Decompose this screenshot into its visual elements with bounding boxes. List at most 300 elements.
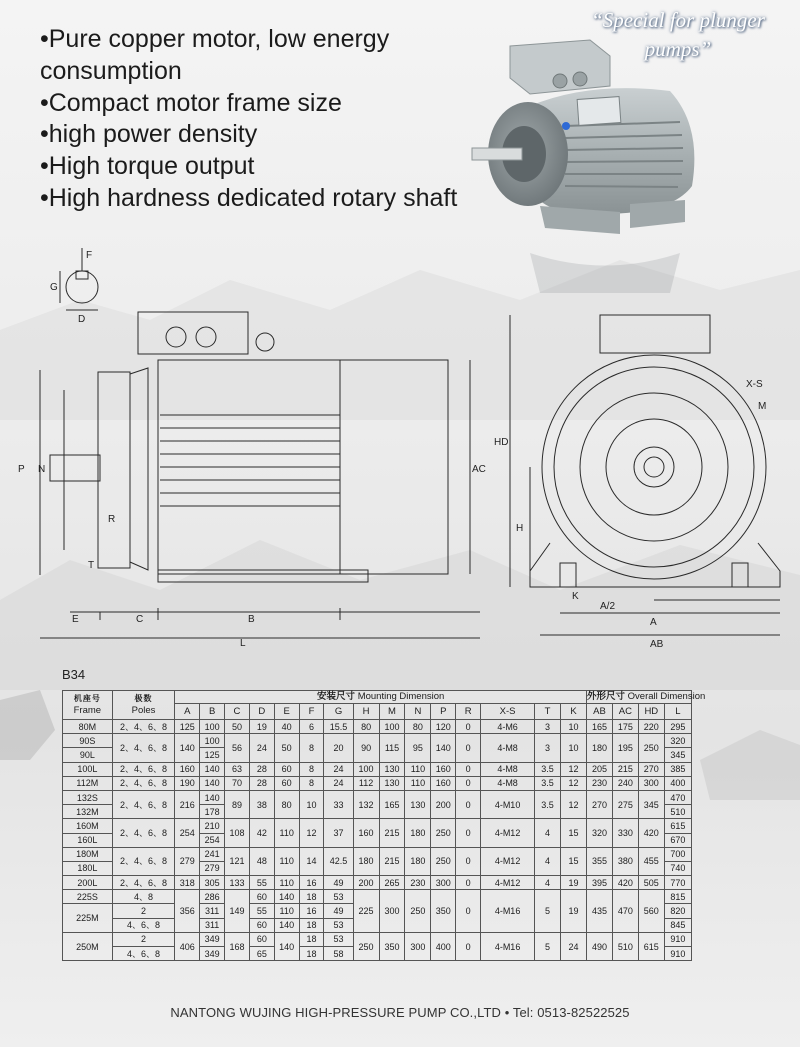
table-cell: 6 bbox=[299, 720, 324, 734]
table-cell: 12 bbox=[299, 819, 324, 847]
table-cell: 38 bbox=[249, 790, 274, 818]
table-cell: 168 bbox=[225, 932, 250, 960]
table-cell: 200 bbox=[353, 876, 379, 890]
table-cell: 320 bbox=[664, 734, 691, 748]
table-cell: 19 bbox=[561, 890, 587, 933]
table-cell: 355 bbox=[587, 847, 613, 875]
table-cell: 380 bbox=[612, 847, 638, 875]
table-cell: 3.5 bbox=[535, 762, 561, 776]
table-cell: 49 bbox=[324, 904, 353, 918]
overall-header bbox=[587, 691, 706, 704]
table-cell: 300 bbox=[379, 890, 405, 933]
table-cell: 18 bbox=[299, 932, 324, 946]
column-header: K bbox=[561, 704, 587, 720]
table-cell: 279 bbox=[175, 847, 200, 875]
table-cell: 4、6、8 bbox=[112, 918, 175, 932]
poles-header bbox=[112, 691, 175, 720]
column-header: R bbox=[456, 704, 481, 720]
table-label: B34 bbox=[62, 667, 86, 682]
table-cell: 4-M16 bbox=[481, 932, 535, 960]
table-cell: 8 bbox=[299, 762, 324, 776]
dim-label: A bbox=[650, 617, 657, 628]
table-cell: 180 bbox=[405, 847, 431, 875]
table-cell: 770 bbox=[664, 876, 691, 890]
dim-label: AB bbox=[650, 639, 664, 650]
table-cell: 505 bbox=[638, 876, 664, 890]
table-cell: 60 bbox=[249, 890, 274, 904]
table-cell: 0 bbox=[456, 847, 481, 875]
table-cell: 200L bbox=[63, 876, 113, 890]
table-cell: 4、8 bbox=[112, 890, 175, 904]
slogan-text: “Special for plunger pumps” bbox=[591, 8, 765, 61]
table-cell: 2、4、6、8 bbox=[112, 819, 175, 847]
table-cell: 18 bbox=[299, 947, 324, 961]
table-cell: 240 bbox=[612, 776, 638, 790]
tel-label: Tel: bbox=[512, 1005, 534, 1020]
table-cell: 279 bbox=[200, 861, 225, 875]
footer-separator: • bbox=[504, 1005, 510, 1020]
table-cell: 700 bbox=[664, 847, 691, 861]
table-cell: 40 bbox=[274, 720, 299, 734]
table-cell: 140 bbox=[431, 734, 456, 762]
table-cell: 455 bbox=[638, 847, 664, 875]
table-cell: 42.5 bbox=[324, 847, 353, 875]
table-cell: 311 bbox=[200, 918, 225, 932]
table-cell: 4 bbox=[535, 819, 561, 847]
table-cell: 80 bbox=[274, 790, 299, 818]
table-cell: 230 bbox=[405, 876, 431, 890]
table-cell: 4 bbox=[535, 847, 561, 875]
dim-label: X-S bbox=[746, 379, 763, 390]
table-cell: 250 bbox=[431, 819, 456, 847]
table-cell: 15.5 bbox=[324, 720, 353, 734]
table-cell: 215 bbox=[612, 762, 638, 776]
table-cell: 33 bbox=[324, 790, 353, 818]
table-cell: 160L bbox=[63, 833, 113, 847]
table-cell: 2 bbox=[112, 904, 175, 918]
column-header: H bbox=[353, 704, 379, 720]
table-cell: 349 bbox=[200, 932, 225, 946]
table-cell: 24 bbox=[561, 932, 587, 960]
table-cell: 0 bbox=[456, 776, 481, 790]
table-cell: 395 bbox=[587, 876, 613, 890]
table-cell: 49 bbox=[324, 876, 353, 890]
table-cell: 670 bbox=[664, 833, 691, 847]
table-cell: 845 bbox=[664, 918, 691, 932]
column-header: X-S bbox=[481, 704, 535, 720]
column-header: L bbox=[664, 704, 691, 720]
table-cell: 160 bbox=[431, 776, 456, 790]
table-cell: 28 bbox=[249, 762, 274, 776]
frame-header-en: Frame bbox=[73, 705, 102, 716]
table-cell: 4-M6 bbox=[481, 720, 535, 734]
table-cell: 4-M8 bbox=[481, 734, 535, 762]
table-cell: 295 bbox=[664, 720, 691, 734]
table-cell: 60 bbox=[249, 918, 274, 932]
frame-header-cn: 机座号 bbox=[73, 694, 101, 703]
mounting-header-en: Mounting Dimension bbox=[357, 691, 445, 702]
table-cell: 42 bbox=[249, 819, 274, 847]
mounting-header bbox=[175, 691, 587, 704]
motor-photo bbox=[470, 36, 702, 244]
company-name: NANTONG WUJING HIGH-PRESSURE PUMP CO.,LTD bbox=[170, 1005, 501, 1020]
table-row bbox=[63, 720, 692, 734]
table-cell: 8 bbox=[299, 776, 324, 790]
table-cell: 165 bbox=[379, 790, 405, 818]
table-cell: 2、4、6、8 bbox=[112, 790, 175, 818]
feature-item: •Pure copper motor, low energy consumption bbox=[40, 25, 390, 85]
table-cell: 4-M12 bbox=[481, 847, 535, 875]
table-cell: 130 bbox=[379, 776, 405, 790]
table-cell: 100 bbox=[200, 720, 225, 734]
table-cell: 132M bbox=[63, 805, 113, 819]
table-cell: 330 bbox=[612, 819, 638, 847]
table-row bbox=[63, 847, 692, 861]
dim-label: HD bbox=[494, 437, 509, 448]
table-cell: 4-M12 bbox=[481, 819, 535, 847]
table-cell: 110 bbox=[274, 847, 299, 875]
table-cell: 4-M12 bbox=[481, 876, 535, 890]
table-cell: 100 bbox=[379, 720, 405, 734]
table-cell: 140 bbox=[274, 918, 299, 932]
table-cell: 50 bbox=[274, 734, 299, 762]
table-cell: 3.5 bbox=[535, 776, 561, 790]
table-cell: 100L bbox=[63, 762, 113, 776]
table-cell: 300 bbox=[405, 932, 431, 960]
table-cell: 0 bbox=[456, 890, 481, 933]
table-cell: 615 bbox=[664, 819, 691, 833]
table-cell: 216 bbox=[175, 790, 200, 818]
table-cell: 0 bbox=[456, 720, 481, 734]
table-cell: 205 bbox=[587, 762, 613, 776]
table-cell: 10 bbox=[561, 720, 587, 734]
column-header: M bbox=[379, 704, 405, 720]
table-cell: 345 bbox=[638, 790, 664, 818]
table-cell: 180 bbox=[405, 819, 431, 847]
table-cell: 125 bbox=[175, 720, 200, 734]
table-cell: 110 bbox=[274, 876, 299, 890]
table-cell: 12 bbox=[561, 776, 587, 790]
dim-label: A/2 bbox=[600, 601, 616, 612]
table-cell: 160 bbox=[175, 762, 200, 776]
table-cell: 250M bbox=[63, 932, 113, 960]
table-cell: 318 bbox=[175, 876, 200, 890]
table-cell: 90S bbox=[63, 734, 113, 748]
table-cell: 140 bbox=[200, 776, 225, 790]
table-cell: 2 bbox=[112, 932, 175, 946]
table-cell: 2、4、6、8 bbox=[112, 876, 175, 890]
table-cell: 112 bbox=[353, 776, 379, 790]
table-cell: 18 bbox=[299, 890, 324, 904]
table-cell: 120 bbox=[431, 720, 456, 734]
table-cell: 90 bbox=[353, 734, 379, 762]
table-cell: 180M bbox=[63, 847, 113, 861]
dim-label: F bbox=[86, 250, 93, 261]
column-header: T bbox=[535, 704, 561, 720]
table-cell: 100 bbox=[353, 762, 379, 776]
table-cell: 37 bbox=[324, 819, 353, 847]
table-cell: 14 bbox=[299, 847, 324, 875]
poles-header-cn: 极数 bbox=[134, 694, 153, 703]
table-cell: 2、4、6、8 bbox=[112, 847, 175, 875]
table-cell: 4-M16 bbox=[481, 890, 535, 933]
table-cell: 18 bbox=[299, 918, 324, 932]
footer bbox=[0, 1005, 800, 1020]
table-cell: 230 bbox=[587, 776, 613, 790]
table-cell: 53 bbox=[324, 932, 353, 946]
table-cell: 58 bbox=[324, 947, 353, 961]
table-cell: 130 bbox=[405, 790, 431, 818]
table-cell: 435 bbox=[587, 890, 613, 933]
table-cell: 10 bbox=[299, 790, 324, 818]
table-cell: 0 bbox=[456, 734, 481, 762]
dim-label: T bbox=[88, 560, 95, 571]
table-cell: 2、4、6、8 bbox=[112, 720, 175, 734]
table-row bbox=[63, 734, 692, 748]
dim-label: N bbox=[38, 464, 46, 475]
table-cell: 0 bbox=[456, 932, 481, 960]
table-cell: 15 bbox=[561, 819, 587, 847]
table-cell: 820 bbox=[664, 904, 691, 918]
table-row bbox=[63, 890, 692, 904]
table-cell: 350 bbox=[431, 890, 456, 933]
table-cell: 175 bbox=[612, 720, 638, 734]
table-cell: 132S bbox=[63, 790, 113, 804]
table-cell: 200 bbox=[431, 790, 456, 818]
table-cell: 80M bbox=[63, 720, 113, 734]
table-cell: 80 bbox=[405, 720, 431, 734]
table-cell: 0 bbox=[456, 876, 481, 890]
feature-item: •High torque output bbox=[40, 152, 255, 181]
table-cell: 420 bbox=[638, 819, 664, 847]
table-cell: 160 bbox=[431, 762, 456, 776]
table-cell: 53 bbox=[324, 918, 353, 932]
table-cell: 140 bbox=[175, 734, 200, 762]
table-cell: 3 bbox=[535, 734, 561, 762]
table-cell: 140 bbox=[274, 890, 299, 904]
table-cell: 133 bbox=[225, 876, 250, 890]
table-cell: 4、6、8 bbox=[112, 947, 175, 961]
table-cell: 615 bbox=[638, 932, 664, 960]
table-cell: 100 bbox=[200, 734, 225, 748]
table-cell: 3.5 bbox=[535, 790, 561, 818]
table-cell: 8 bbox=[299, 734, 324, 762]
table-cell: 215 bbox=[379, 847, 405, 875]
dim-label: AC bbox=[472, 464, 486, 475]
table-cell: 3 bbox=[535, 720, 561, 734]
table-cell: 4 bbox=[535, 876, 561, 890]
table-cell: 16 bbox=[299, 876, 324, 890]
dim-label: E bbox=[72, 614, 79, 625]
feature-item: •high power density bbox=[40, 120, 258, 149]
dim-label: H bbox=[516, 523, 524, 534]
table-cell: 210 bbox=[200, 819, 225, 833]
table-cell: 305 bbox=[200, 876, 225, 890]
column-header: HD bbox=[638, 704, 664, 720]
dim-label: R bbox=[108, 514, 116, 525]
table-row bbox=[63, 876, 692, 890]
table-cell: 4-M8 bbox=[481, 776, 535, 790]
table-cell: 140 bbox=[200, 790, 225, 804]
table-cell: 740 bbox=[664, 861, 691, 875]
table-cell: 5 bbox=[535, 932, 561, 960]
spec-table-body bbox=[63, 720, 692, 961]
table-cell: 56 bbox=[225, 734, 250, 762]
table-cell: 910 bbox=[664, 947, 691, 961]
table-cell: 250 bbox=[353, 932, 379, 960]
table-cell: 115 bbox=[379, 734, 405, 762]
column-header: AC bbox=[612, 704, 638, 720]
mounting-header-cn: 安装尺寸 bbox=[317, 691, 356, 702]
dim-label: C bbox=[136, 614, 144, 625]
motor-reflection bbox=[520, 248, 690, 298]
table-cell: 195 bbox=[612, 734, 638, 762]
table-row bbox=[63, 932, 692, 946]
table-cell: 190 bbox=[175, 776, 200, 790]
overall-header-cn: 外形尺寸 bbox=[587, 691, 626, 702]
column-header: P bbox=[431, 704, 456, 720]
table-cell: 65 bbox=[249, 947, 274, 961]
table-cell: 10 bbox=[561, 734, 587, 762]
table-cell: 350 bbox=[379, 932, 405, 960]
table-cell: 250 bbox=[638, 734, 664, 762]
column-header: A bbox=[175, 704, 200, 720]
table-cell: 180 bbox=[353, 847, 379, 875]
dim-label: K bbox=[572, 591, 579, 602]
table-cell: 132 bbox=[353, 790, 379, 818]
table-cell: 286 bbox=[200, 890, 225, 904]
table-cell: 24 bbox=[324, 762, 353, 776]
dim-label: G bbox=[50, 282, 58, 293]
table-cell: 241 bbox=[200, 847, 225, 861]
table-cell: 60 bbox=[274, 762, 299, 776]
column-header: B bbox=[200, 704, 225, 720]
table-cell: 90L bbox=[63, 748, 113, 762]
table-cell: 160 bbox=[353, 819, 379, 847]
table-cell: 510 bbox=[664, 805, 691, 819]
table-row bbox=[63, 819, 692, 833]
table-cell: 20 bbox=[324, 734, 353, 762]
table-cell: 400 bbox=[664, 776, 691, 790]
table-cell: 250 bbox=[405, 890, 431, 933]
table-cell: 254 bbox=[200, 833, 225, 847]
column-header: F bbox=[299, 704, 324, 720]
table-cell: 2、4、6、8 bbox=[112, 776, 175, 790]
table-cell: 300 bbox=[431, 876, 456, 890]
column-header: E bbox=[274, 704, 299, 720]
column-header: G bbox=[324, 704, 353, 720]
table-cell: 265 bbox=[379, 876, 405, 890]
table-cell: 4-M8 bbox=[481, 762, 535, 776]
table-cell: 24 bbox=[249, 734, 274, 762]
table-cell: 470 bbox=[612, 890, 638, 933]
table-cell: 345 bbox=[664, 748, 691, 762]
dim-label: M bbox=[758, 401, 767, 412]
table-cell: 28 bbox=[249, 776, 274, 790]
table-cell: 80 bbox=[353, 720, 379, 734]
table-cell: 356 bbox=[175, 890, 200, 933]
table-cell: 178 bbox=[200, 805, 225, 819]
feature-list bbox=[40, 24, 500, 215]
dim-label: P bbox=[18, 464, 25, 475]
table-cell: 50 bbox=[225, 720, 250, 734]
table-cell: 5 bbox=[535, 890, 561, 933]
table-cell: 165 bbox=[587, 720, 613, 734]
table-cell: 125 bbox=[200, 748, 225, 762]
column-header: D bbox=[249, 704, 274, 720]
table-cell: 225 bbox=[353, 890, 379, 933]
table-cell: 215 bbox=[379, 819, 405, 847]
table-cell: 108 bbox=[225, 819, 250, 847]
poles-header-en: Poles bbox=[131, 705, 156, 716]
table-cell: 400 bbox=[431, 932, 456, 960]
table-cell: 60 bbox=[249, 932, 274, 946]
table-cell: 140 bbox=[200, 762, 225, 776]
table-cell: 510 bbox=[612, 932, 638, 960]
front-view-drawing bbox=[490, 295, 790, 655]
table-cell: 19 bbox=[249, 720, 274, 734]
table-cell: 110 bbox=[405, 776, 431, 790]
table-cell: 4-M10 bbox=[481, 790, 535, 818]
table-cell: 420 bbox=[612, 876, 638, 890]
table-cell: 320 bbox=[587, 819, 613, 847]
table-cell: 180 bbox=[587, 734, 613, 762]
table-cell: 225M bbox=[63, 904, 113, 932]
table-cell: 110 bbox=[274, 819, 299, 847]
column-header: AB bbox=[587, 704, 613, 720]
table-row bbox=[63, 762, 692, 776]
table-cell: 55 bbox=[249, 876, 274, 890]
overall-header-en: Overall Dimension bbox=[627, 691, 706, 702]
table-cell: 180L bbox=[63, 861, 113, 875]
table-cell: 815 bbox=[664, 890, 691, 904]
column-header: N bbox=[405, 704, 431, 720]
table-row bbox=[63, 790, 692, 804]
table-cell: 121 bbox=[225, 847, 250, 875]
table-cell: 95 bbox=[405, 734, 431, 762]
table-cell: 0 bbox=[456, 819, 481, 847]
table-cell: 12 bbox=[561, 790, 587, 818]
table-cell: 53 bbox=[324, 890, 353, 904]
table-cell: 140 bbox=[274, 932, 299, 960]
table-cell: 311 bbox=[200, 904, 225, 918]
table-cell: 275 bbox=[612, 790, 638, 818]
table-cell: 910 bbox=[664, 932, 691, 946]
table-cell: 60 bbox=[274, 776, 299, 790]
table-cell: 15 bbox=[561, 847, 587, 875]
table-cell: 349 bbox=[200, 947, 225, 961]
table-cell: 112M bbox=[63, 776, 113, 790]
dim-label: B bbox=[248, 614, 255, 625]
table-cell: 300 bbox=[638, 776, 664, 790]
table-cell: 385 bbox=[664, 762, 691, 776]
table-row bbox=[63, 776, 692, 790]
table-cell: 0 bbox=[456, 762, 481, 776]
table-cell: 254 bbox=[175, 819, 200, 847]
table-cell: 560 bbox=[638, 890, 664, 933]
table-cell: 24 bbox=[324, 776, 353, 790]
table-cell: 2、4、6、8 bbox=[112, 762, 175, 776]
table-cell: 110 bbox=[274, 904, 299, 918]
table-cell: 19 bbox=[561, 876, 587, 890]
table-cell: 270 bbox=[587, 790, 613, 818]
table-cell: 89 bbox=[225, 790, 250, 818]
table-cell: 225S bbox=[63, 890, 113, 904]
table-cell: 70 bbox=[225, 776, 250, 790]
table-cell: 270 bbox=[638, 762, 664, 776]
dim-label: L bbox=[240, 638, 246, 649]
table-cell: 130 bbox=[379, 762, 405, 776]
